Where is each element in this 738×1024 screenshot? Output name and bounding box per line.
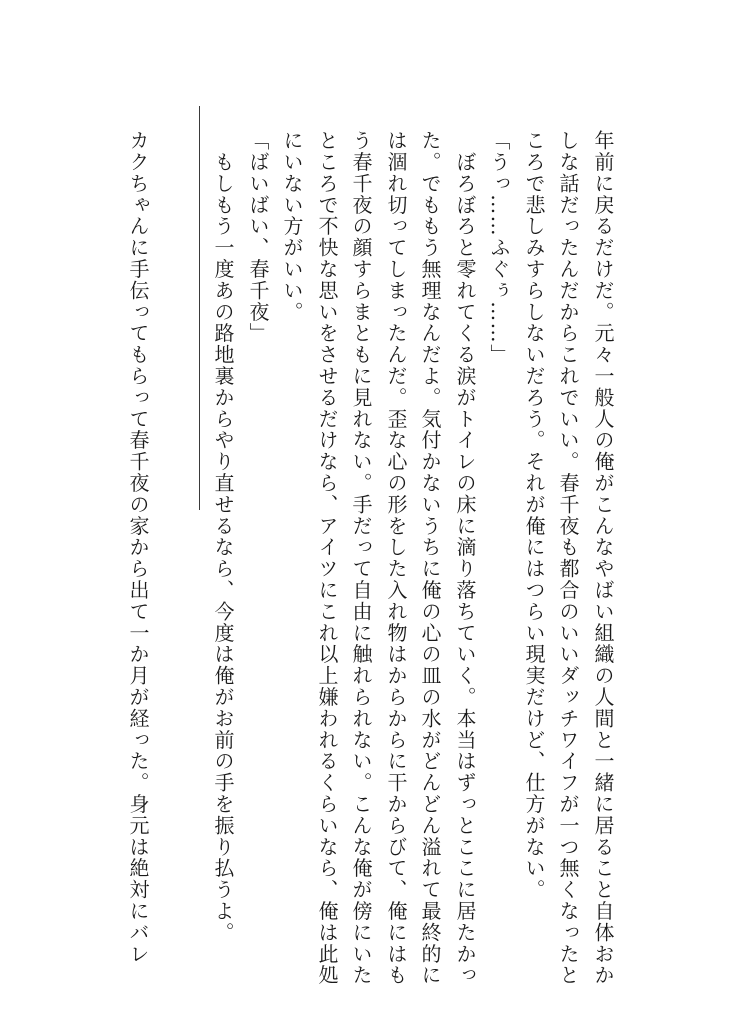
text-column-5: ぼろぼろと零れてくる涙がトイレの床に滴り落ちていく。本当はずっとここに居たかっ — [453, 130, 477, 986]
text-column-3: ころで悲しみすらしないだろう。それが俺にはつらい現実だけど、仕方がない。 — [522, 130, 546, 901]
section-divider — [199, 106, 200, 510]
text-column-9: ところで不快な思いをさせるだけなら、アイツにこれ以上嫌われるくらいなら、俺は此処 — [315, 130, 339, 986]
text-column-6: た。でももう無理なんだよ。気付かないうちに俺の心の皿の水がどんどん溢れて最終的に — [418, 130, 442, 986]
text-column-1: 年前に戻るだけだ。元々一般人の俺がこんなやばい組織の人間と一緒に居ること自体おか — [591, 130, 615, 986]
text-column-13: カクちゃんに手伝ってもらって春千夜の家から出て一か月が経った。身元は絶対にバレ — [126, 130, 150, 965]
text-column-2: しな話だったんだからこれでいい。春千夜も都合のいいダッチワイフが一つ無くなったと — [556, 130, 580, 986]
text-column-8: う春千夜の顔すらまともに見れない。手だって自由に触れられない。こんな俺が傍にいた — [349, 130, 373, 986]
text-column-4: 「うっ……ふぐぅ……」 — [487, 130, 511, 366]
text-column-10: にいない方がいい。 — [280, 130, 304, 323]
text-column-11: 「ばいばい、春千夜」 — [246, 130, 270, 344]
text-column-12: もしもう一度あの路地裏からやり直せるなら、今度は俺がお前の手を振り払うよ。 — [211, 130, 235, 944]
text-column-7: は涸れ切ってしまったんだ。歪な心の形をした入れ物はからからに干からびて、俺にはも — [384, 130, 408, 986]
